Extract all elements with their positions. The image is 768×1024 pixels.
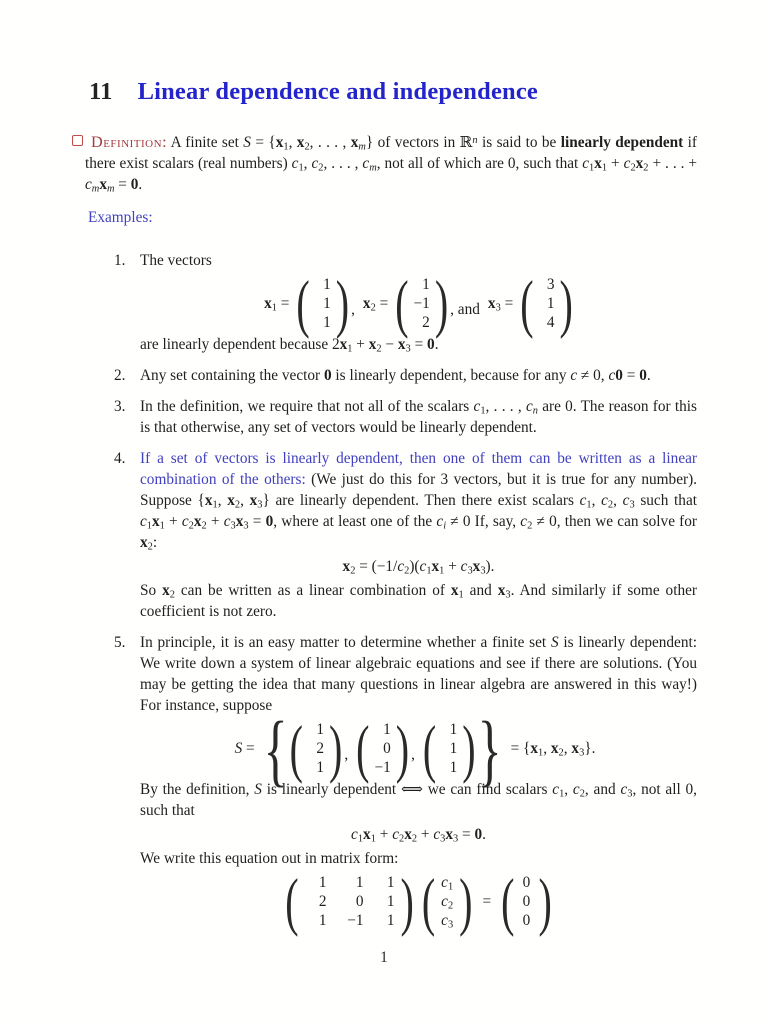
matrix-cell: 1 xyxy=(386,893,395,910)
coefficient-vector xyxy=(421,864,473,938)
vector-x1-values xyxy=(310,275,336,332)
list-item-4 xyxy=(72,448,697,622)
zero-vector xyxy=(501,864,552,938)
item5-by-definition: By the definition, S is linearly dependent ⟺ we can find scalars $c_1$, $c_2$, and $c_3$, not all 0, such that xyxy=(140,781,697,819)
examples-label: Examples: xyxy=(88,209,153,226)
list-item-3 xyxy=(72,396,697,438)
vector-cell: $c_2$ xyxy=(441,893,454,912)
matrix-cell: −1 xyxy=(347,912,364,929)
vector-cell: 0 xyxy=(522,874,531,891)
item-body xyxy=(140,448,697,622)
definition-label: Definition: xyxy=(91,133,168,151)
solve-x2-equation xyxy=(140,556,697,577)
section-number: 11 xyxy=(89,78,113,105)
item-body xyxy=(140,250,697,355)
vector-cell: 2 xyxy=(316,740,324,757)
vector-cell: 4 xyxy=(546,314,555,331)
paren-right: ) xyxy=(462,711,476,785)
paren-right: ) xyxy=(400,864,414,938)
item-number: 3. xyxy=(114,398,126,415)
vector-cell: 1 xyxy=(422,276,430,293)
equals-sign: = xyxy=(482,893,492,910)
item5-intro: In principle, it is an easy matter to determine whether a finite set S is linearly dependent: We write down a system of linear algebraic equations and see if there are solutions. (You may be getting the idea that many questions in linear algebra are answered in this way!) For instance, suppose xyxy=(140,634,697,714)
item-body xyxy=(140,632,697,938)
vector-cell: −1 xyxy=(413,295,430,312)
item-number: 4. xyxy=(114,450,126,467)
item4-lead-highlight: If a set of vectors is linearly dependent, then one of them can be written as a linear combination of the others: xyxy=(140,450,697,488)
matrix-values xyxy=(299,873,401,930)
matrix-cell: 2 xyxy=(318,893,327,910)
paren-right: ) xyxy=(395,711,410,785)
paren-left: ( xyxy=(421,864,436,938)
vector-cell: −1 xyxy=(374,759,391,776)
item1-outro: are linearly dependent because $2x_1 + x_2 - x_3 = 0$. xyxy=(140,336,439,355)
vector-x2-label: $x_2$ = xyxy=(362,295,389,314)
vector-cell: 1 xyxy=(316,721,324,738)
matrix-cell: 1 xyxy=(318,874,327,891)
separator: , xyxy=(351,301,355,318)
page-number: 1 xyxy=(380,949,388,966)
brace-right: } xyxy=(477,703,502,794)
zero-values xyxy=(514,873,538,930)
vector-cell: 1 xyxy=(323,276,331,293)
paren-left: ( xyxy=(501,864,515,938)
definition-square-icon xyxy=(72,135,83,146)
vector-x2 xyxy=(395,266,449,340)
vectors-display-equation xyxy=(140,266,697,340)
coefficient-matrix xyxy=(285,864,414,938)
separator: , xyxy=(344,746,349,763)
item5-matrix-intro: We write this equation out in matrix form: xyxy=(140,850,399,867)
equation-text: $c_1x_1 + c_2x_2 + c_3x_3 = 0$. xyxy=(351,826,486,845)
vector-cell: $c_3$ xyxy=(441,912,454,931)
vector-cell: 1 xyxy=(449,740,458,757)
vector-x1 xyxy=(296,266,350,340)
coefficient-values xyxy=(435,873,459,930)
paren-left: ( xyxy=(422,711,437,785)
paren-right: ) xyxy=(335,266,350,340)
definition-paragraph xyxy=(72,132,697,195)
list-item-1 xyxy=(72,250,697,355)
list-item-2 xyxy=(72,365,697,386)
set-rhs: = {$x_1$, $x_2$, $x_3$}. xyxy=(510,740,596,759)
matrix-cell: 0 xyxy=(355,893,364,910)
section-heading xyxy=(89,78,697,106)
vector-cell: 1 xyxy=(323,314,331,331)
paren-right: ) xyxy=(538,864,552,938)
vector-cell: 0 xyxy=(383,740,391,757)
vector-cell: 0 xyxy=(522,893,531,910)
item4-body-text: (We just do this for 3 vectors, but it is true for any number). Suppose {$x_1$, $x_2$, $x_3$} are linearly dependent. Then there exist scalars $c_1$, $c_2$, $c_3$ such that $c_1x_1 + c_2x_2 + c_3x_3 = 0$, where at least one of the $c_i \ne 0$ If, say, $c_2 \ne 0$, then we can solve for $x_2$: xyxy=(140,471,698,553)
separator: , xyxy=(411,746,415,763)
list-item-5 xyxy=(72,632,697,938)
paren-right: ) xyxy=(459,864,473,938)
paren-left: ( xyxy=(296,266,310,340)
set-vector-1 xyxy=(289,711,343,785)
vector-cell: 2 xyxy=(422,314,430,331)
item-number: 5. xyxy=(114,634,126,651)
paren-left: ( xyxy=(395,266,409,340)
matrix-cell: 1 xyxy=(386,912,395,929)
vector-cell: 1 xyxy=(323,295,331,312)
set-vector-1-values xyxy=(303,720,329,777)
matrix-cell: 1 xyxy=(318,912,327,929)
page-title: Linear dependence and independence xyxy=(137,78,539,105)
linear-combination-equation xyxy=(140,824,697,845)
vector-cell: 3 xyxy=(546,276,555,293)
paren-right: ) xyxy=(329,711,343,785)
vector-cell: 0 xyxy=(522,912,531,929)
item-number: 2. xyxy=(114,367,126,384)
set-vector-3 xyxy=(422,711,476,785)
matrix-cell: 1 xyxy=(386,874,395,891)
set-vector-3-values xyxy=(436,720,462,777)
set-vector-2-values xyxy=(369,720,395,777)
vector-cell: 1 xyxy=(383,721,391,738)
item-number: 1. xyxy=(114,252,126,269)
vector-cell: 1 xyxy=(449,721,458,738)
matrix-cell: 1 xyxy=(355,874,364,891)
vector-x1-label: $x_1$ = xyxy=(264,295,290,314)
item3-text: In the definition, we require that not all of the scalars $c_1$, . . . , $c_n$ are 0. The reason for this is that otherwise, any set of vectors would be linearly dependent. xyxy=(140,398,697,436)
item4-after-text: So $x_2$ can be written as a linear combination of $x_1$ and $x_3$. And similarly if some other coefficient is not zero. xyxy=(140,582,697,620)
vector-cell: 1 xyxy=(546,295,555,312)
paren-left: ( xyxy=(285,864,299,938)
matrix-equation xyxy=(140,864,697,938)
paren-right: ) xyxy=(434,266,449,340)
item2-text: Any set containing the vector 0 is linearly dependent, because for any c ≠ 0, c0 = 0. xyxy=(140,367,651,384)
definition-body: A finite set $S = \{x_1$, $x_2$, . . . , $x_m$} of vectors in ℝ$^n$ is said to be linearly dependent if there exist scalars (real numbers) $c_1$, $c_2$, . . . , $c_m$, not all of which are 0, such that $c_1x_1 + c_2x_2$ + . . . + $c_mx_m = 0$. xyxy=(85,134,698,195)
separator: , and xyxy=(450,301,480,318)
set-vector-2 xyxy=(356,711,410,785)
vector-x3 xyxy=(520,266,573,340)
item1-intro: The vectors xyxy=(140,252,212,269)
brace-left: { xyxy=(263,703,288,794)
item-body xyxy=(140,365,697,386)
set-display-equation xyxy=(140,703,697,794)
paren-left: ( xyxy=(289,711,303,785)
vector-x3-values xyxy=(534,275,560,332)
vector-x2-values xyxy=(409,275,435,332)
vector-x3-label: $x_3$ = xyxy=(487,295,514,314)
paren-right: ) xyxy=(559,266,573,340)
paren-left: ( xyxy=(356,711,370,785)
equation-text: $x_2 = (-1/c_2)(c_1x_1 + c_3x_3)$. xyxy=(342,558,495,577)
vector-cell: 1 xyxy=(449,759,458,776)
set-lhs: S = xyxy=(234,740,255,757)
vector-cell: 1 xyxy=(316,759,324,776)
item4-text xyxy=(140,448,697,553)
item-body xyxy=(140,396,697,438)
vector-cell: $c_1$ xyxy=(441,874,454,893)
paren-left: ( xyxy=(520,266,534,340)
